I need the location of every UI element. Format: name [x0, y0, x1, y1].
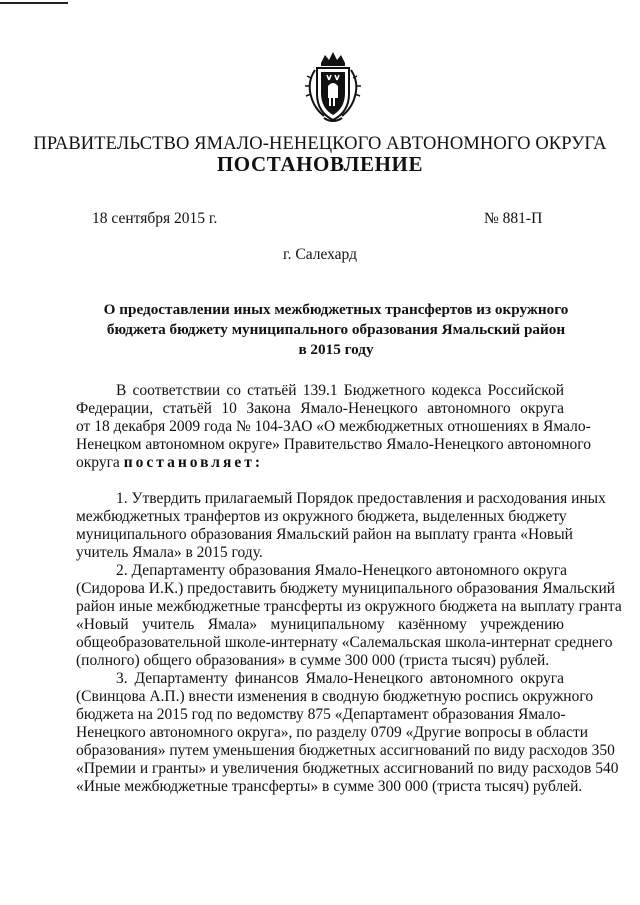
clause-3-paragraph [76, 670, 619, 796]
paragraph-line: межбюджетных транфертов из окружного бюджета, выделенных бюджету [76, 508, 567, 525]
paragraph-line: Ненецкого автономного округа», по разделу 0709 «Другие вопросы в области [76, 724, 589, 741]
document-number: № 881-П [484, 210, 543, 227]
paragraph-line: район иные межбюджетные трансферты из окружного бюджета на выплату гранта [76, 598, 622, 615]
paragraph-line: В соответствии со статьёй 139.1 Бюджетного кодекса Российской [116, 382, 564, 399]
paragraph-line: 2. Департаменту образования Ямало-Ненецкого автономного округа [116, 562, 567, 579]
clause-1-paragraph [76, 490, 606, 562]
paragraph-line: образования» путем уменьшения бюджетных ассигнований по виду расходов 350 [76, 742, 615, 759]
scan-edge-mark [0, 2, 68, 4]
paragraph-line: «Новый учитель Ямала» муниципальному казённому учреждению [76, 616, 564, 633]
paragraph-line [76, 454, 564, 472]
coat-of-arms-icon [302, 50, 364, 126]
title-line: в 2015 году [298, 341, 374, 358]
paragraph-line: Федерации, статьёй 10 Закона Ямало-Ненецкого автономного округа [76, 400, 564, 417]
paragraph-line: бюджета на 2015 год по ведомству 875 «Департамент образования Ямало- [76, 706, 566, 723]
paragraph-line: 3. Департаменту финансов Ямало-Ненецкого автономного округа [116, 670, 564, 687]
paragraph-line: «Иные межбюджетные трансферты» в сумме 300 000 (триста тысяч) рублей. [76, 778, 583, 795]
paragraph-line: Ненецком автономном округе» Правительство Ямало-Ненецкого автономного [76, 436, 591, 453]
paragraph-line-prefix: округа [76, 454, 124, 471]
document-date: 18 сентября 2015 г. [92, 210, 218, 227]
paragraph-line: «Премии и гранты» и увеличения бюджетных ассигнований по виду расходов 540 [76, 760, 619, 777]
paragraph-line: (полного) общего образования» в сумме 300 000 (триста тысяч) рублей. [76, 652, 550, 669]
paragraph-line: 1. Утвердить прилагаемый Порядок предоставления и расходования иных [116, 490, 606, 507]
document-type: ПОСТАНОВЛЕНИЕ [216, 152, 424, 176]
resolution-keyword: постановляет: [123, 454, 264, 471]
title-line: бюджета бюджету муниципального образования Ямальский район [106, 321, 566, 338]
paragraph-line: учитель Ямала» в 2015 году. [76, 544, 263, 561]
title-line: О предоставлении иных межбюджетных трансфертов из окружного [103, 301, 569, 318]
paragraph-line: (Свинцова А.П.) внести изменения в сводную бюджетную роспись окружного [76, 688, 594, 705]
document-city: г. Салехард [283, 246, 357, 263]
document-title [100, 300, 572, 360]
paragraph-line: от 18 декабря 2009 года № 104-ЗАО «О межбюджетных отношениях в Ямало- [76, 418, 591, 435]
clause-2-paragraph [76, 562, 622, 670]
organization-name: ПРАВИТЕЛЬСТВО ЯМАЛО-НЕНЕЦКОГО АВТОНОМНОГО ОКРУГА [33, 134, 607, 154]
preamble-paragraph [76, 382, 591, 472]
paragraph-line: общеобразовательной школе-интернату «Салемальская школа-интернат среднего [76, 634, 613, 651]
paragraph-line: муниципального образования Ямальский район на выплату гранта «Новый [76, 526, 573, 543]
paragraph-line: (Сидорова И.К.) предоставить бюджету муниципального образования Ямальский [76, 580, 616, 597]
